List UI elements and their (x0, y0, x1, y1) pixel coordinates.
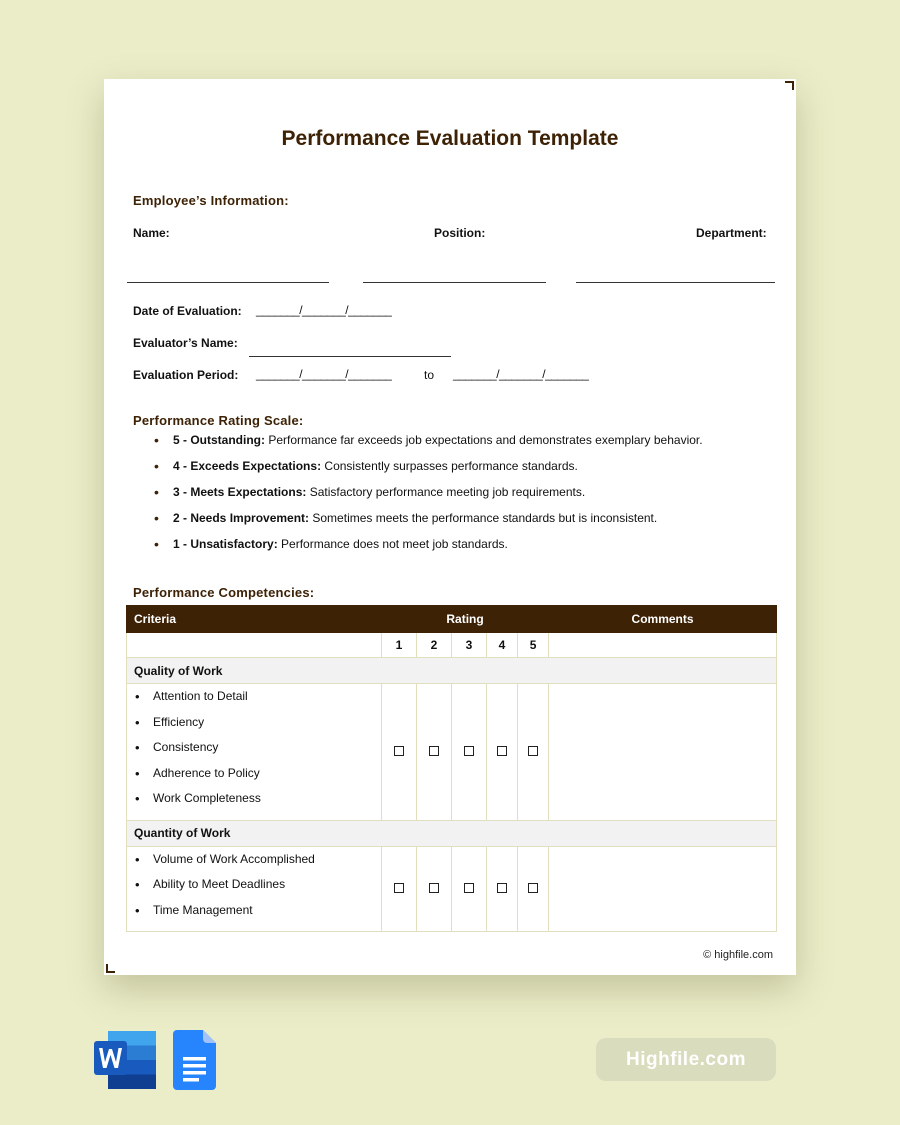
comments-column-header: Comments (549, 606, 777, 633)
rating-cell (417, 846, 452, 932)
document-title: Performance Evaluation Template (281, 127, 619, 150)
empty-cell (549, 633, 777, 658)
rating-cell (518, 684, 549, 821)
category-items-row-quality (127, 684, 777, 821)
crop-mark-top-right (785, 81, 794, 90)
rating-1-checkbox[interactable] (394, 746, 404, 756)
date-of-evaluation-label: Date of Evaluation: (133, 304, 242, 318)
rating-description: Performance far exceeds job expectations and demonstrates exemplary behavior. (265, 433, 703, 447)
rating-term: 3 - Meets Expectations: (173, 485, 307, 499)
criteria-item: • Volume of Work Accomplished (134, 851, 381, 877)
criteria-column-header: Criteria (127, 606, 382, 633)
position-label: Position: (434, 226, 486, 240)
copyright-text: © highfile.com (703, 949, 773, 961)
rating-scale-item (154, 433, 703, 459)
position-field-line[interactable] (363, 282, 546, 283)
category-row-quantity (127, 820, 777, 846)
criteria-list (127, 846, 382, 932)
rating-cell (452, 684, 487, 821)
rating-term: 4 - Exceeds Expectations: (173, 459, 322, 473)
evaluator-name-field-line[interactable] (249, 356, 451, 357)
word-icon (94, 1031, 156, 1089)
rating-scale-item (154, 485, 703, 511)
rating-cell (518, 846, 549, 932)
rating-term: 5 - Outstanding: (173, 433, 265, 447)
category-name: Quality of Work (127, 658, 777, 684)
empty-cell (127, 633, 382, 658)
evaluation-period-label: Evaluation Period: (133, 368, 239, 382)
rating-description: Performance does not meet job standards. (277, 537, 508, 551)
category-row-quality (127, 658, 777, 684)
rating-3-checkbox[interactable] (464, 746, 474, 756)
criteria-item: • Efficiency (134, 714, 381, 740)
evaluation-period-from-field[interactable]: _______/_______/_______ (256, 367, 392, 381)
comments-cell[interactable] (549, 684, 777, 821)
rating-cell (382, 684, 417, 821)
rating-number: 3 (452, 633, 487, 658)
rating-cell (417, 684, 452, 821)
rating-1-checkbox[interactable] (394, 883, 404, 893)
date-of-evaluation-field[interactable]: _______/_______/_______ (256, 303, 392, 317)
rating-term: 1 - Unsatisfactory: (173, 537, 278, 551)
rating-2-checkbox[interactable] (429, 883, 439, 893)
rating-scale-item (154, 537, 703, 563)
rating-scale-item (154, 511, 703, 537)
rating-term: 2 - Needs Improvement: (173, 511, 310, 525)
evaluator-name-label: Evaluator’s Name: (133, 336, 238, 350)
criteria-item: • Work Completeness (134, 790, 381, 816)
rating-number: 4 (487, 633, 518, 658)
criteria-item: • Time Management (134, 902, 381, 928)
rating-5-checkbox[interactable] (528, 883, 538, 893)
rating-3-checkbox[interactable] (464, 883, 474, 893)
department-field-line[interactable] (576, 282, 775, 283)
rating-scale-heading: Performance Rating Scale: (133, 413, 304, 428)
rating-scale-list (154, 433, 703, 563)
department-label: Department: (696, 226, 767, 240)
rating-2-checkbox[interactable] (429, 746, 439, 756)
criteria-item: • Ability to Meet Deadlines (134, 876, 381, 902)
rating-description: Satisfactory performance meeting job requirements. (306, 485, 586, 499)
rating-4-checkbox[interactable] (497, 883, 507, 893)
category-items-row-quantity (127, 846, 777, 932)
evaluation-period-to-word: to (424, 368, 435, 382)
name-label: Name: (133, 226, 170, 240)
rating-cell (487, 684, 518, 821)
google-docs-icon (173, 1030, 216, 1090)
evaluation-period-to-field[interactable]: _______/_______/_______ (453, 367, 589, 381)
comments-cell[interactable] (549, 846, 777, 932)
rating-scale-item (154, 459, 703, 485)
criteria-item: • Consistency (134, 739, 381, 765)
employee-info-heading: Employee’s Information: (133, 193, 289, 208)
rating-numbers-row (127, 633, 777, 658)
crop-mark-bottom-left (106, 964, 115, 973)
rating-number: 1 (382, 633, 417, 658)
rating-number: 5 (518, 633, 549, 658)
document-page (104, 79, 796, 975)
highfile-badge[interactable]: Highfile.com (596, 1038, 776, 1081)
name-field-line[interactable] (127, 282, 329, 283)
rating-description: Sometimes meets the performance standards but is inconsistent. (309, 511, 658, 525)
rating-description: Consistently surpasses performance standards. (321, 459, 578, 473)
rating-number: 2 (417, 633, 452, 658)
criteria-list (127, 684, 382, 821)
rating-cell (382, 846, 417, 932)
rating-4-checkbox[interactable] (497, 746, 507, 756)
criteria-item: • Adherence to Policy (134, 765, 381, 791)
competencies-heading: Performance Competencies: (133, 585, 315, 600)
table-header-row (127, 606, 777, 633)
rating-cell (487, 846, 518, 932)
criteria-item: • Attention to Detail (134, 688, 381, 714)
rating-5-checkbox[interactable] (528, 746, 538, 756)
rating-column-header: Rating (382, 606, 549, 633)
competencies-table (126, 605, 777, 932)
category-name: Quantity of Work (127, 820, 777, 846)
rating-cell (452, 846, 487, 932)
